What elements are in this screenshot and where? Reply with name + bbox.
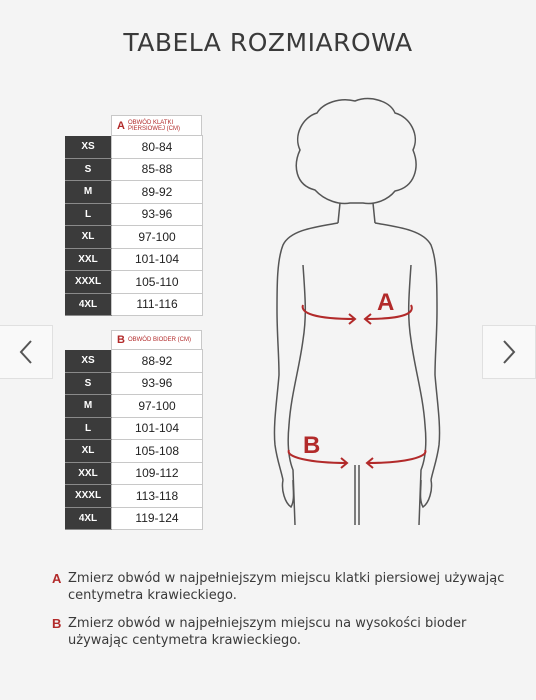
prev-button[interactable]	[0, 325, 53, 379]
size-cell: 4XL	[65, 507, 112, 530]
figure-label-b: B	[303, 432, 321, 459]
next-button[interactable]	[482, 325, 536, 379]
size-cell: XS	[65, 136, 112, 159]
hip-measure-line-right	[367, 450, 425, 463]
table-row	[65, 203, 203, 226]
page-title: TABELA ROZMIAROWA	[123, 28, 413, 57]
size-cell: XXXL	[65, 485, 112, 508]
value-cell: 93-96	[112, 203, 203, 226]
size-cell: M	[65, 181, 112, 204]
size-table-hips	[65, 349, 203, 530]
instruction-b-line2: używając centymetra krawieckiego.	[68, 633, 302, 648]
chevron-left-icon	[16, 337, 36, 367]
table-row	[65, 136, 203, 159]
table-row	[65, 293, 203, 316]
instruction-b-letter: B	[52, 616, 62, 631]
hands-outline	[282, 480, 431, 507]
table-row	[65, 372, 203, 395]
table-b-letter: B	[117, 334, 125, 346]
value-cell: 101-104	[112, 248, 203, 271]
instruction-a-line1: Zmierz obwód w najpełniejszym miejscu klatki piersiowej używając	[68, 571, 505, 586]
instruction-a-letter: A	[52, 571, 62, 586]
value-cell: 119-124	[112, 507, 203, 530]
value-cell: 89-92	[112, 181, 203, 204]
table-b-header-line1: OBWÓD BIODER (CM)	[127, 336, 191, 343]
value-cell: 97-100	[112, 395, 203, 418]
table-row	[65, 350, 203, 373]
table-row	[65, 181, 203, 204]
size-cell: L	[65, 203, 112, 226]
table-b-header	[111, 330, 202, 349]
table-row	[65, 395, 203, 418]
size-cell: S	[65, 158, 112, 181]
table-a-header	[111, 115, 202, 136]
table-row	[65, 440, 203, 463]
table-row	[65, 271, 203, 294]
size-cell: XXL	[65, 248, 112, 271]
table-row	[65, 485, 203, 508]
instruction-b-line1: Zmierz obwód w najpełniejszym miejscu na wysokości bioder	[68, 616, 467, 631]
table-row	[65, 462, 203, 485]
instruction-a	[52, 570, 512, 604]
size-cell: 4XL	[65, 293, 112, 316]
value-cell: 113-118	[112, 485, 203, 508]
table-row	[65, 158, 203, 181]
value-cell: 88-92	[112, 350, 203, 373]
body-outline	[274, 223, 439, 480]
chest-measure-line	[303, 305, 355, 319]
body-figure-illustration	[255, 95, 465, 530]
value-cell: 105-110	[112, 271, 203, 294]
table-row	[65, 507, 203, 530]
table-row	[65, 417, 203, 440]
table-a-header-line1: OBWÓD KLATKI	[127, 119, 174, 126]
size-cell: XL	[65, 226, 112, 249]
table-a-letter: A	[117, 120, 125, 132]
size-cell: XS	[65, 350, 112, 373]
hair-outline	[296, 99, 416, 204]
table-a-header-line2: PIERSIOWEJ (CM)	[127, 126, 180, 132]
value-cell: 101-104	[112, 417, 203, 440]
instruction-b	[52, 615, 512, 649]
legs-outline	[355, 465, 359, 525]
size-cell: L	[65, 417, 112, 440]
table-row	[65, 226, 203, 249]
size-cell: XXL	[65, 462, 112, 485]
value-cell: 111-116	[112, 293, 203, 316]
value-cell: 109-112	[112, 462, 203, 485]
size-cell: S	[65, 372, 112, 395]
value-cell: 80-84	[112, 136, 203, 159]
value-cell: 97-100	[112, 226, 203, 249]
chevron-right-icon	[499, 337, 519, 367]
torso-outline	[288, 265, 426, 525]
table-row	[65, 248, 203, 271]
size-cell: XL	[65, 440, 112, 463]
instruction-a-line2: centymetra krawieckiego.	[68, 588, 237, 603]
value-cell: 93-96	[112, 372, 203, 395]
size-cell: M	[65, 395, 112, 418]
size-cell: XXXL	[65, 271, 112, 294]
size-table-chest	[65, 135, 203, 316]
value-cell: 85-88	[112, 158, 203, 181]
neck-outline	[338, 203, 375, 223]
figure-label-a: A	[377, 289, 395, 316]
value-cell: 105-108	[112, 440, 203, 463]
